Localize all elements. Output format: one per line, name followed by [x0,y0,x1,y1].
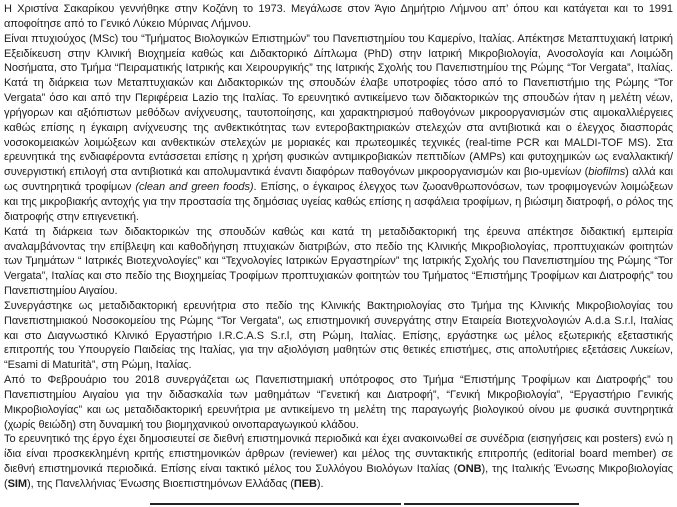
text-run: . Επίσης, ο έγκαιρος έλεγχος των ζωοανθρωπονόσων, των τροφιμογενών λοιμώξεων και της μικροβιακής αντοχής για την προστασία της δημόσιας υγείας καθώς επίσης η ασφάλεια τροφίμων, η βιώσιμη διατροφή, ο ρόλος της διατροφής στην επιγενετική. [4,181,673,223]
text-run: biofilms [588,166,626,179]
text-run: Κατά τη διάρκεια των διδακτορικών της σπουδών καθώς και κατά τη μεταδιδακτορική της έρευνα απέκτησε διδακτική εμπειρία αναλαμβάνοντας την επίβλεψη και καθοδήγηση πτυχιακών διατριβών, στο πεδίο της Κλινικής Μικροβιολογίας, προπτυχιακών φοιτητών των Τμημάτων “ Ιατρικές Βιοτεχνολογίες” και “Τεχνολογίες Ιατρικών Εργαστηρίων” της Ιατρικής Σχολής του Πανεπιστημίου της Ρώμης “Tor Vergata”, Ιταλίας και στο πεδίο της Βιοχημείας Τροφίμων προπτυχιακών φοιτητών του Τμήματος “Επιστήμης Τροφίμων και Διατροφής” του Πανεπιστημίου Αιγαίου. [4,225,673,298]
paragraph [4,432,673,491]
text-run: ΠΕΒ [293,478,317,490]
paragraph [4,32,673,225]
border-segment-right [404,503,579,505]
text-run: Συνεργάστηκε ως μεταδιδακτορική ερευνήτρια στο πεδίο της Κλινικής Βακτηριολογίας στο Τμήμα της Κλινικής Μικροβιολογίας του Πανεπιστημιακού Νοσοκομείου της Ρώμης “Tor Vergata”, ως επιστημονική συνεργάτης στην Εταιρεία Βιοτεχνολογιών A.d.a S.r.l, Ιταλίας και στο Διαγνωστικό Κλινικό Εργαστήριο I.R.C.A.S S.r.l, στη Ρώμη, Ιταλίας. Επίσης, εργάστηκε ως μέλος εξωτερικής εξεταστικής επιτροπής του Υπουργείο Παιδείας της Ιταλίας, για την αξιολόγιση μαθητών στις θετικές επιστήμες, στις απολυτήριες εξετάσεις Λυκείων, “Esami di Maturità”, στη Ρώμη, Ιταλίας. [4,299,673,372]
text-run: Είναι πτυχιούχος (MSc) του “Τμήματος Βιολογικών Επιστημών” του Πανεπιστημίου του Καμερίνο, Ιταλίας. Απέκτησε Μεταπτυχιακή Ιατρική Εξειδίκευση στην Κλινική Βιοχημεία καθώς και Διδακτορικό Δίπλωμα (PhD) στην Ιατρική Μικροβιολογία, Ανοσολογία και Λοιμώδη Νοσήματα, στο Τμήμα “Πειραματικής Ιατρικής και Χειρουργικής” της Ιατρικής Σχολής του Πανεπιστημίου της Ρώμης “Tor Vergata”, Ιταλίας. Κατά τη διάρκεια των Μεταπτυχιακών και Διδακτορικών της σπουδών έλαβε υποτροφίες τόσο από το Πανεπιστήμιο της Ρώμης “Tor Vergata” όσο και από την Περιφέρεια Lazio της Ιταλίας. Το ερευνητικό αντικείμενο των διδακτορικών της σπουδών ήταν η μελέτη νέων, γρήγορων και αξιόπιστων μεθόδων ανίχνευσης, ταυτοποίησης, και χαρακτηρισμού παθογόνων μικροοργανισμών στις αιμοκαλλιέργειες καθώς επίσης η έγκαιρη ανίχνευσης της ανθεκτικότητας των εντεροβακτηριακών στελεχών στα αντιβιοτικά και ο έλεγχος διασποράς νοσοκομειακών λοιμώξεων και ανθεκτικών στελεχών με μοριακές και πρωτεομικές τεχνικές (real-time PCR και MALDI-TOF MS). Στα ερευνητικά της ενδιαφέροντα εντάσσεται επίσης η χρήση φυσικών αντιμικροβιακών πεπτιδίων (AMPs) και φυτοχημικών ως εναλλακτική/συνεργιστική επιλογή στα αντιβιοτικά και απολυμαντικά έναντι διαφόρων παθογόνων μικροοργανισμών και βιο-υμενίων ( [4,32,673,179]
border-segment-left [150,503,401,505]
text-run: SIM [7,478,28,490]
text-run: ), της Ιταλικής Ένωσης Μικροβιολογίας ( [4,463,674,490]
paragraph [4,225,673,299]
paragraph [4,373,673,432]
text-run: Η Χριστίνα Σακαρίκου γεννήθηκε στην Κοζάνη το 1973. Μεγάλωσε στον Άγιο Δημήτριο Λήμνου απ’ όπου και κατάγεται και το 1991 αποφοίτησε από το Γενικό Λύκειο Μύρινας Λήμνου. [4,3,673,30]
paragraph [4,2,673,32]
text-run: ), της Πανελλήνιας Ένωσης Βιοεπιστημόνων Ελλάδας ( [27,478,294,490]
text-run: ONB [457,463,482,476]
text-run: Από το Φεβρουάριο του 2018 συνεργάζεται ως Πανεπιστημιακή υπότροφος στο Τμήμα “Επιστήμης Τροφίμων και Διατροφής” του Πανεπιστημίου Αιγαίου για την διδασκαλία των μαθημάτων “Γενετική και Διατροφή”, “Γενική Μικροβιολογία”, “Εργαστήριο Γενικής Μικροβιολογίας” και ως μεταδιδακτορική ερευνήτρια με αντικείμενο τη μελέτη της παραγωγής βιολογικού οίνου με φυσικά συντηρητικά (χωρίς θειώδη) στη δυναμική του βιομηχανικού οινοπαραγωγικού κλάδου. [4,374,673,431]
text-run: ). [316,478,324,490]
text-run: Το ερευνητικό της έργο έχει δημοσιευτεί σε διεθνή επιστημονικά περιοδικά και έχει ανακοινωθεί σε συνέδρια (εισηγήσεις και posters) ενώ η ίδια είναι προσκεκλημένη κριτής επιστημονικών άρθρων (reviewer) και μέλος της συντακτικής επιτροπής (editorial board member) σε διεθνή επιστημονικά περιοδικά. Επίσης είναι τακτικό μέλος του Συλλόγου Βιολόγων Ιταλίας ( [4,433,673,476]
biography-text [4,2,673,492]
text-run: (clean and green foods) [135,181,254,194]
text-run: ) αλλά και ως συντηρητικά τροφίμων [4,166,673,194]
paragraph [4,299,673,373]
